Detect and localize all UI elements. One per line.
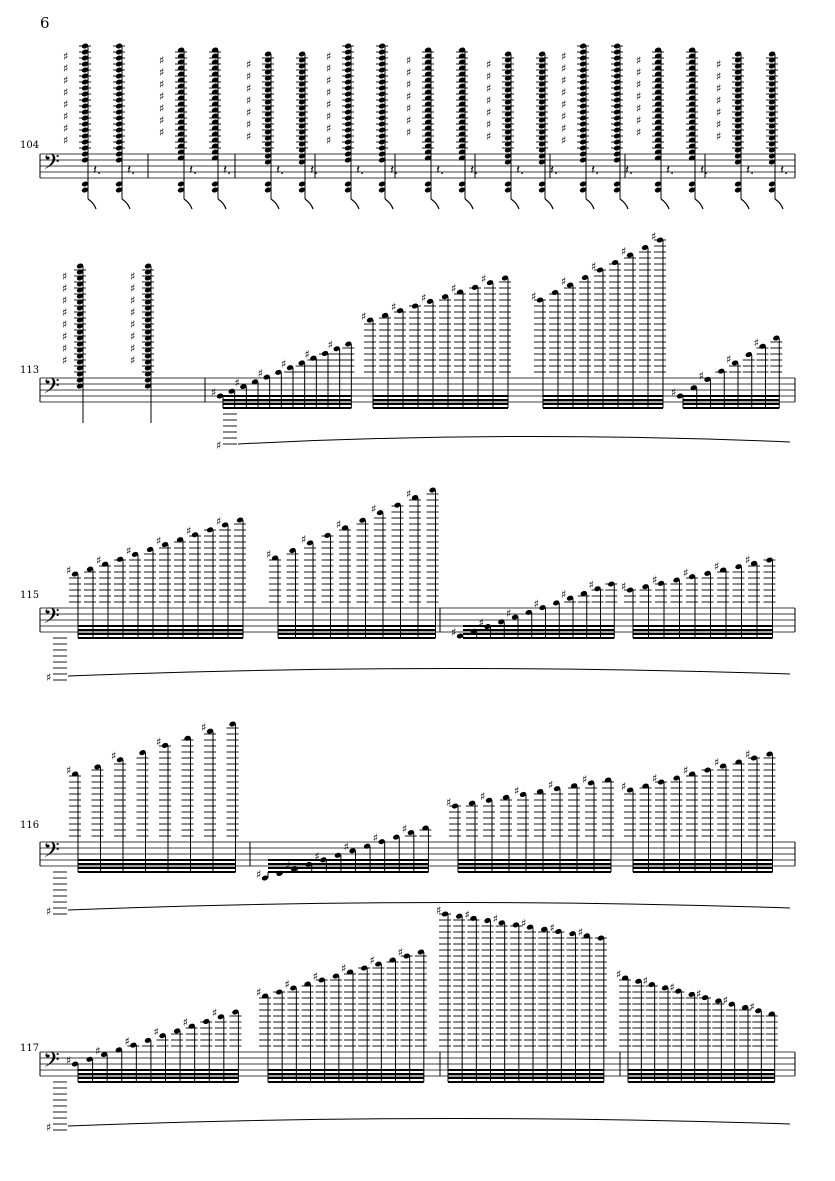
rest-icon: 𝄽. [93, 163, 102, 178]
sharp-icon: ♯ [397, 946, 403, 959]
sharp-icon: ♯ [636, 66, 642, 79]
sharp-icon: ♯ [561, 86, 567, 99]
flag [88, 199, 96, 209]
sharp-icon: ♯ [652, 772, 658, 785]
sharp-icon: ♯ [486, 70, 492, 83]
tie [238, 436, 790, 444]
sharp-icon: ♯ [159, 114, 165, 127]
sharp-icon: ♯ [514, 784, 520, 798]
sharp-icon: ♯ [406, 66, 412, 79]
flag [351, 199, 359, 209]
sharp-icon: ♯ [621, 245, 627, 258]
sharp-icon: ♯ [464, 908, 470, 922]
sharp-icon: ♯ [745, 748, 751, 761]
sharp-icon: ♯ [130, 306, 136, 319]
sharp-icon: ♯ [159, 54, 165, 67]
sharp-icon: ♯ [96, 554, 102, 568]
sharp-icon: ♯ [636, 78, 642, 91]
sharp-icon: ♯ [63, 134, 69, 147]
bass-clef-icon: 𝄢 [43, 150, 60, 180]
rest-icon: 𝄽. [666, 163, 675, 178]
measure-number: 113 [20, 365, 40, 376]
sharp-icon: ♯ [66, 764, 72, 777]
rest-icon: 𝄽. [591, 163, 600, 178]
sharp-icon: ♯ [561, 110, 567, 123]
sharp-icon: ♯ [361, 310, 367, 323]
sharp-icon: ♯ [159, 90, 165, 103]
sharp-icon: ♯ [285, 858, 291, 872]
rest-icon: 𝄽. [625, 163, 634, 178]
whole-note [224, 444, 236, 452]
sharp-icon: ♯ [257, 367, 263, 381]
rest-icon: 𝄽. [700, 163, 709, 178]
sharp-icon: ♯ [406, 114, 412, 127]
rest-icon: 𝄽. [436, 163, 445, 178]
sharp-icon: ♯ [561, 62, 567, 75]
sharp-icon: ♯ [336, 517, 342, 531]
sharp-icon: ♯ [372, 831, 378, 845]
sharp-icon: ♯ [406, 90, 412, 103]
sharp-icon: ♯ [716, 70, 722, 83]
sharp-icon: ♯ [266, 548, 272, 561]
sharp-icon: ♯ [153, 1025, 159, 1039]
sharp-icon: ♯ [561, 122, 567, 135]
sharp-icon: ♯ [111, 749, 117, 763]
sharp-icon: ♯ [46, 905, 52, 918]
sharp-icon: ♯ [591, 260, 597, 273]
sharp-icon: ♯ [62, 330, 68, 343]
sharp-icon: ♯ [696, 987, 702, 1001]
sharp-icon: ♯ [486, 118, 492, 131]
sharp-icon: ♯ [531, 290, 537, 303]
sharp-icon: ♯ [301, 532, 307, 546]
sharp-icon: ♯ [446, 796, 452, 809]
sharp-icon: ♯ [159, 78, 165, 91]
rest-icon: 𝄽. [390, 163, 399, 178]
sharp-icon: ♯ [561, 74, 567, 87]
sharp-icon: ♯ [486, 106, 492, 119]
sharp-icon: ♯ [62, 294, 68, 307]
sharp-icon: ♯ [371, 502, 377, 516]
sharp-icon: ♯ [186, 524, 192, 538]
rest-icon: 𝄽. [127, 163, 136, 178]
flag [271, 199, 279, 209]
sharp-icon: ♯ [716, 106, 722, 119]
flag [620, 199, 628, 209]
sharp-icon: ♯ [753, 336, 759, 350]
sharp-icon: ♯ [616, 968, 622, 981]
sharp-icon: ♯ [714, 756, 720, 769]
flag [586, 199, 594, 209]
sharp-icon: ♯ [561, 98, 567, 111]
sharp-icon: ♯ [246, 130, 252, 143]
flag [545, 199, 553, 209]
flag [305, 199, 313, 209]
sharp-icon: ♯ [326, 134, 332, 147]
sharp-icon: ♯ [343, 840, 349, 854]
sharp-icon: ♯ [636, 102, 642, 115]
flag [184, 199, 192, 209]
sharp-icon: ♯ [478, 616, 484, 630]
sharp-icon: ♯ [406, 102, 412, 115]
bass-clef-icon: 𝄢 [43, 838, 60, 868]
sharp-icon: ♯ [326, 122, 332, 135]
sharp-icon: ♯ [130, 270, 136, 283]
sharp-icon: ♯ [63, 110, 69, 123]
sharp-icon: ♯ [62, 306, 68, 319]
sharp-icon: ♯ [216, 439, 222, 452]
sharp-icon: ♯ [582, 772, 588, 786]
sharp-icon: ♯ [486, 82, 492, 95]
sharp-icon: ♯ [62, 282, 68, 295]
sharp-icon: ♯ [341, 962, 347, 975]
rest-icon: 𝄽. [746, 163, 755, 178]
flag [741, 199, 749, 209]
sharp-icon: ♯ [95, 1044, 101, 1058]
sharp-icon: ♯ [406, 126, 412, 139]
sharp-icon: ♯ [326, 86, 332, 99]
sharp-icon: ♯ [256, 986, 262, 999]
tie [68, 902, 790, 910]
rest-icon: 𝄽. [310, 163, 319, 178]
flag [218, 199, 226, 209]
sharp-icon: ♯ [326, 110, 332, 123]
sharp-icon: ♯ [246, 70, 252, 83]
sharp-icon: ♯ [406, 78, 412, 91]
sharp-icon: ♯ [124, 1035, 130, 1049]
sharp-icon: ♯ [492, 912, 498, 926]
sharp-icon: ♯ [63, 74, 69, 87]
sharp-icon: ♯ [159, 66, 165, 79]
sharp-icon: ♯ [63, 50, 69, 63]
sharp-icon: ♯ [671, 386, 677, 399]
rest-icon: 𝄽. [189, 163, 198, 178]
sharp-icon: ♯ [749, 1000, 755, 1014]
sharp-icon: ♯ [486, 58, 492, 71]
sharp-icon: ♯ [636, 90, 642, 103]
tie [68, 1118, 790, 1126]
sharp-icon: ♯ [130, 342, 136, 355]
staff-system-4 [0, 700, 835, 930]
staff-system-3 [0, 480, 835, 700]
sharp-icon: ♯ [304, 348, 310, 362]
sharp-icon: ♯ [66, 564, 72, 577]
sharp-icon: ♯ [201, 721, 207, 735]
sharp-icon: ♯ [130, 318, 136, 331]
sharp-icon: ♯ [401, 822, 408, 836]
sharp-icon: ♯ [561, 50, 567, 63]
sharp-icon: ♯ [651, 230, 657, 243]
flag [775, 199, 783, 209]
sharp-icon: ♯ [246, 118, 252, 131]
sharp-icon: ♯ [745, 553, 751, 567]
sharp-icon: ♯ [326, 98, 332, 111]
flag [511, 199, 519, 209]
sharp-icon: ♯ [211, 386, 217, 399]
sharp-icon: ♯ [62, 270, 68, 283]
staff-system-2 [0, 230, 835, 470]
sharp-icon: ♯ [406, 54, 412, 67]
sharp-icon: ♯ [436, 904, 442, 917]
sharp-icon: ♯ [216, 514, 222, 528]
sharp-icon: ♯ [46, 671, 52, 684]
sharp-icon: ♯ [326, 62, 332, 75]
sharp-icon: ♯ [716, 58, 722, 71]
sharp-icon: ♯ [256, 868, 262, 881]
sharp-icon: ♯ [716, 94, 722, 107]
sharp-icon: ♯ [652, 573, 658, 587]
sharp-icon: ♯ [549, 921, 555, 935]
sharp-icon: ♯ [63, 122, 69, 135]
flag [661, 199, 669, 209]
staff-system-5 [0, 904, 835, 1180]
sharp-icon: ♯ [621, 780, 627, 793]
sharp-icon: ♯ [561, 588, 567, 602]
sharp-icon: ♯ [63, 86, 69, 99]
sharp-icon: ♯ [714, 560, 720, 573]
rest-icon: 𝄽. [550, 163, 559, 178]
sharp-icon: ♯ [314, 849, 320, 863]
sharp-icon: ♯ [130, 330, 136, 343]
sharp-icon: ♯ [130, 354, 136, 367]
sharp-icon: ♯ [722, 994, 728, 1008]
page-number: 6 [40, 14, 50, 32]
sharp-icon: ♯ [156, 534, 162, 548]
flag [695, 199, 703, 209]
sharp-icon: ♯ [46, 1121, 52, 1134]
bass-clef-icon: 𝄢 [43, 604, 60, 634]
sharp-icon: ♯ [63, 98, 69, 111]
sharp-icon: ♯ [159, 126, 165, 139]
flag [465, 199, 473, 209]
sharp-icon: ♯ [481, 272, 487, 286]
sharp-icon: ♯ [683, 764, 689, 777]
staff-system-1 [0, 0, 835, 240]
sharp-icon: ♯ [421, 291, 427, 305]
sharp-icon: ♯ [716, 82, 722, 95]
rest-icon: 𝄽. [276, 163, 285, 178]
measure-number: 104 [20, 140, 40, 151]
rest-icon: 𝄽. [356, 163, 365, 178]
sharp-icon: ♯ [486, 94, 492, 107]
sharp-icon: ♯ [156, 735, 162, 749]
sharp-icon: ♯ [159, 102, 165, 115]
sharp-icon: ♯ [636, 114, 642, 127]
sharp-icon: ♯ [62, 318, 68, 331]
sharp-icon: ♯ [683, 566, 689, 580]
sharp-icon: ♯ [669, 981, 675, 995]
sharp-icon: ♯ [284, 978, 290, 991]
sharp-icon: ♯ [636, 126, 642, 139]
sharp-icon: ♯ [577, 925, 583, 939]
sharp-icon: ♯ [63, 62, 69, 75]
sharp-icon: ♯ [246, 94, 252, 107]
sharp-icon: ♯ [246, 58, 252, 71]
tie [68, 668, 790, 676]
bass-clef-icon: 𝄢 [43, 1048, 60, 1078]
sharp-icon: ♯ [716, 118, 722, 131]
flag [122, 199, 130, 209]
sharp-icon: ♯ [369, 954, 375, 967]
sharp-icon: ♯ [533, 597, 539, 611]
measure-number: 115 [20, 590, 40, 601]
sharp-icon: ♯ [480, 790, 486, 804]
sharp-icon: ♯ [326, 50, 332, 63]
sharp-icon: ♯ [66, 1054, 72, 1067]
sharp-icon: ♯ [561, 134, 567, 147]
sharp-icon: ♯ [621, 580, 627, 593]
rest-icon: 𝄽. [516, 163, 525, 178]
sharp-icon: ♯ [62, 342, 68, 355]
sharp-icon: ♯ [561, 275, 567, 288]
flag [431, 199, 439, 209]
sharp-icon: ♯ [451, 282, 457, 295]
sharp-icon: ♯ [391, 300, 397, 314]
sharp-icon: ♯ [182, 1016, 188, 1030]
sharp-icon: ♯ [211, 1006, 218, 1020]
sharp-icon: ♯ [326, 74, 332, 87]
sharp-icon: ♯ [246, 82, 252, 95]
sharp-icon: ♯ [130, 282, 136, 295]
sharp-icon: ♯ [548, 778, 554, 792]
sharp-icon: ♯ [486, 130, 492, 143]
sharp-icon: ♯ [327, 338, 333, 352]
sharp-icon: ♯ [312, 970, 318, 983]
sharp-icon: ♯ [726, 352, 732, 366]
sharp-icon: ♯ [62, 354, 68, 367]
sharp-icon: ♯ [588, 578, 594, 592]
sharp-icon: ♯ [451, 626, 457, 639]
measure-number: 116 [20, 820, 40, 831]
sharp-icon: ♯ [130, 294, 136, 307]
sharp-icon: ♯ [716, 130, 722, 143]
sharp-icon: ♯ [406, 487, 412, 501]
sharp-icon: ♯ [642, 974, 648, 988]
bass-clef-icon: 𝄢 [43, 374, 60, 404]
rest-icon: 𝄽. [470, 163, 479, 178]
sharp-icon: ♯ [281, 357, 287, 371]
sharp-icon: ♯ [234, 376, 240, 390]
sharp-icon: ♯ [636, 54, 642, 67]
sharp-icon: ♯ [126, 544, 132, 558]
sharp-icon: ♯ [506, 607, 512, 621]
sharp-icon: ♯ [521, 917, 527, 931]
rest-icon: 𝄽. [223, 163, 232, 178]
flag [385, 199, 393, 209]
sharp-icon: ♯ [698, 369, 704, 383]
sharp-icon: ♯ [246, 106, 252, 119]
rest-icon: 𝄽. [780, 163, 789, 178]
measure-number: 117 [20, 1043, 40, 1054]
